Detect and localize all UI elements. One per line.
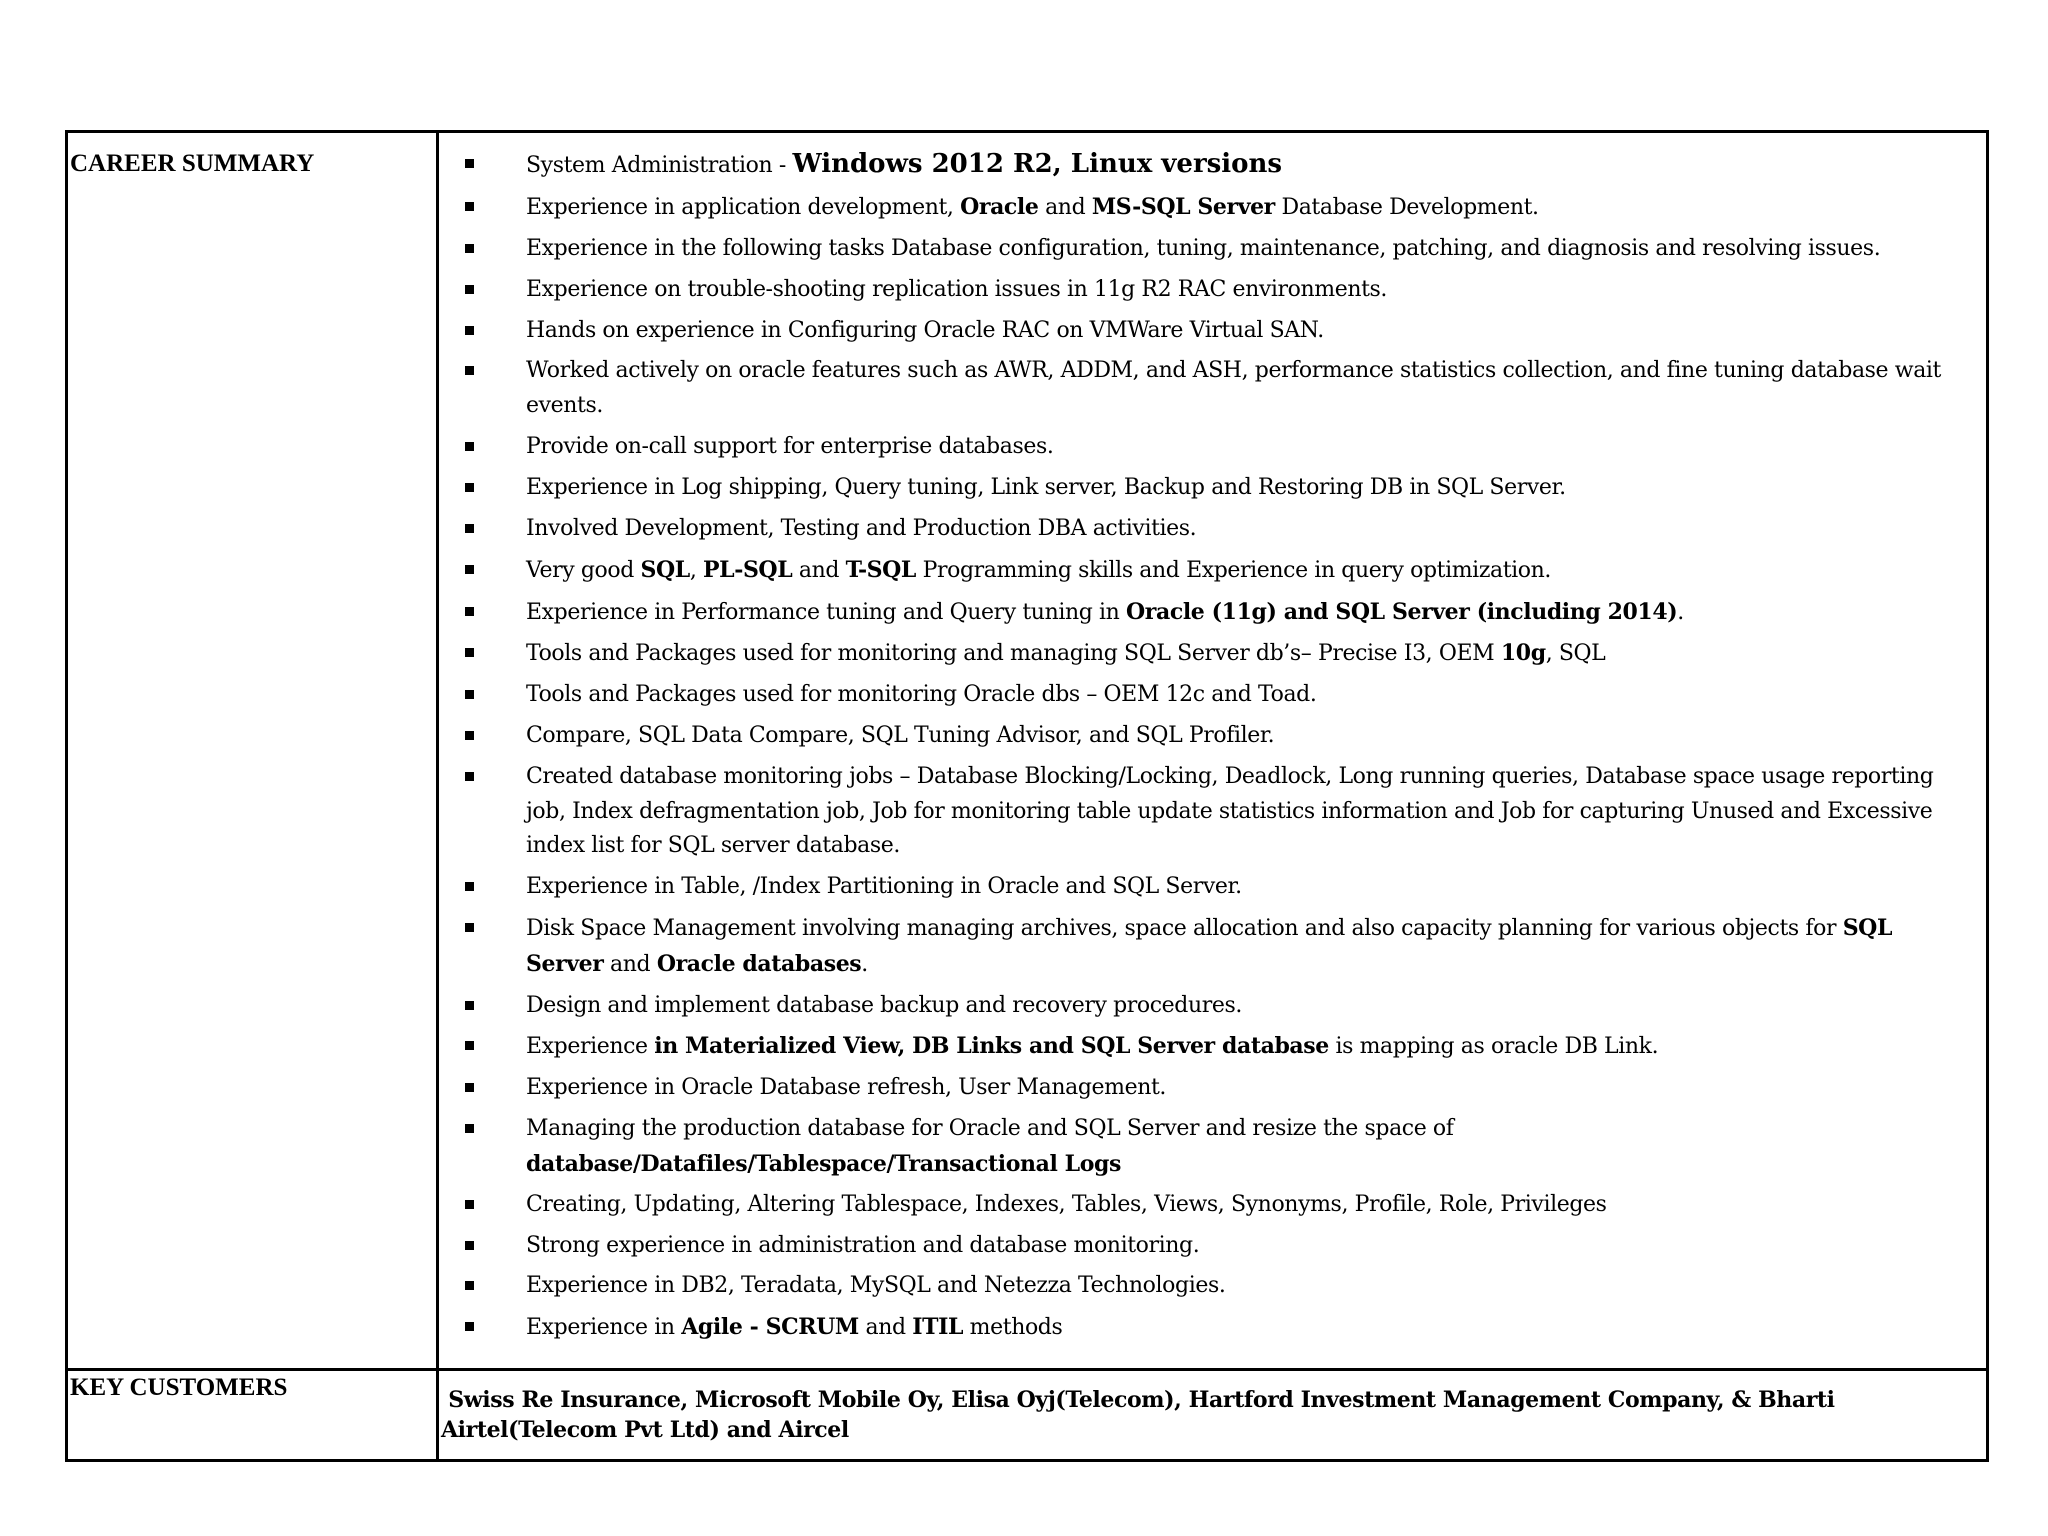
square-bullet-icon	[465, 772, 474, 781]
square-bullet-icon	[465, 882, 474, 891]
square-bullet-icon	[465, 524, 474, 533]
square-bullet-icon	[465, 483, 474, 492]
square-bullet-icon	[465, 1041, 474, 1050]
square-bullet-icon	[465, 648, 474, 657]
summary-text-segment: Worked actively on oracle features such as AWR, ADDM, and ASH, performance statistics collection, and fine tuning database wait events.	[526, 358, 1941, 419]
summary-text-segment: Compare, SQL Data Compare, SQL Tuning Advisor, and SQL Profiler.	[526, 723, 1275, 749]
square-bullet-icon	[465, 159, 474, 168]
summary-list-item	[439, 190, 1966, 226]
summary-text-segment: is mapping as oracle DB Link.	[1328, 1034, 1659, 1060]
square-bullet-icon	[465, 565, 474, 574]
summary-text-segment: SQL	[640, 556, 690, 583]
square-bullet-icon	[465, 326, 474, 335]
career-summary-list	[439, 147, 1966, 1346]
key-customers-line-2: Airtel(Telecom Pvt Ltd) and Aircel	[441, 1417, 849, 1444]
summary-text-segment: Experience in Table, /Index Partitioning in Oracle and SQL Server.	[526, 874, 1242, 900]
summary-list-item	[439, 911, 1966, 982]
summary-list-item	[439, 989, 1966, 1024]
summary-text-segment: T-SQL	[845, 556, 917, 583]
summary-list-item	[439, 232, 1966, 267]
summary-text-segment: , SQL	[1545, 641, 1606, 667]
summary-list-item	[439, 512, 1966, 547]
summary-text-segment: Involved Development, Testing and Production DBA activities.	[526, 515, 1197, 541]
square-bullet-icon	[465, 607, 474, 616]
summary-text-segment: Database Development.	[1274, 194, 1539, 220]
square-bullet-icon	[465, 202, 474, 211]
summary-list-item	[439, 1188, 1966, 1223]
summary-text-segment: ,	[689, 557, 703, 583]
summary-text-segment: Oracle	[960, 193, 1039, 220]
square-bullet-icon	[465, 1124, 474, 1133]
summary-text-segment: Agile - SCRUM	[681, 1314, 859, 1341]
summary-text-segment: Experience in Log shipping, Query tuning, Link server, Backup and Restoring DB in SQL Server.	[526, 474, 1566, 500]
summary-text-segment: database/Datafiles/Tablespace/Transactional Logs	[526, 1150, 1121, 1177]
summary-list-item	[439, 760, 1966, 864]
square-bullet-icon	[465, 1200, 474, 1209]
square-bullet-icon	[465, 690, 474, 699]
summary-list-item	[439, 471, 1966, 506]
summary-text-segment: Experience in Oracle Database refresh, User Management.	[526, 1075, 1167, 1101]
summary-text-segment: and	[603, 951, 657, 977]
summary-text-segment: Tools and Packages used for monitoring and managing SQL Server db’s– Precise I3, OEM	[526, 641, 1501, 667]
square-bullet-icon	[465, 1083, 474, 1092]
summary-text-segment: Design and implement database backup and recovery procedures.	[526, 992, 1242, 1018]
summary-list-item	[439, 553, 1966, 589]
summary-text-segment: Managing the production database for Oracle and SQL Server and resize the space of	[526, 1116, 1454, 1142]
square-bullet-icon	[465, 1001, 474, 1010]
summary-text-segment: Strong experience in administration and database monitoring.	[526, 1232, 1200, 1258]
summary-list-item	[439, 1229, 1966, 1264]
summary-list-item	[439, 1310, 1966, 1346]
summary-text-segment: Experience in DB2, Teradata, MySQL and Netezza Technologies.	[526, 1273, 1226, 1299]
summary-text-segment: Very good	[526, 557, 641, 583]
resume-table	[65, 130, 1989, 1462]
summary-list-item	[439, 870, 1966, 905]
summary-text-segment: Tools and Packages used for monitoring Oracle dbs – OEM 12c and Toad.	[526, 682, 1317, 708]
summary-text-segment: MS-SQL Server	[1091, 193, 1275, 220]
summary-list-item	[439, 1029, 1966, 1065]
square-bullet-icon	[465, 442, 474, 451]
summary-text-segment: Hands on experience in Configuring Oracle RAC on VMWare Virtual SAN.	[526, 317, 1324, 343]
summary-text-segment: Experience in application development,	[526, 194, 961, 220]
summary-list-item	[439, 430, 1966, 465]
summary-list-item	[439, 1071, 1966, 1106]
summary-text-segment: Provide on-call support for enterprise databases.	[526, 433, 1054, 459]
summary-text-segment: .	[1677, 599, 1684, 625]
summary-list-item	[439, 147, 1966, 184]
key-customers-line-1: Swiss Re Insurance, Microsoft Mobile Oy, Elisa Oyj(Telecom), Hartford Investment Management Company, & Bharti	[441, 1387, 1835, 1414]
summary-list-item	[439, 636, 1966, 672]
summary-text-segment: .	[861, 951, 868, 977]
summary-list-item	[439, 719, 1966, 754]
career-summary-label: CAREER SUMMARY	[70, 150, 315, 177]
summary-text-segment: System Administration -	[526, 153, 793, 178]
summary-text-segment: Programming skills and Experience in query optimization.	[916, 557, 1552, 583]
summary-list-item	[439, 354, 1966, 423]
summary-text-segment: ITIL	[912, 1314, 964, 1341]
summary-text-segment: Experience	[526, 1034, 655, 1060]
key-customers-row	[67, 1370, 1988, 1461]
summary-text-segment: Experience on trouble-shooting replication issues in 11g R2 RAC environments.	[526, 276, 1388, 302]
summary-text-segment: Created database monitoring jobs – Database Blocking/Locking, Deadlock, Long running queries, Database space usage reporting job, Index defragmentation job, Job for monitoring table update statistics information and Job for capturing Unused and Excessive index list for SQL server database.	[526, 764, 1934, 859]
summary-list-item	[439, 314, 1966, 349]
summary-list-item	[439, 1269, 1966, 1304]
square-bullet-icon	[465, 366, 474, 375]
key-customers-label: KEY CUSTOMERS	[70, 1374, 288, 1402]
summary-list-item	[439, 1112, 1966, 1181]
square-bullet-icon	[465, 923, 474, 932]
summary-text-segment: Experience in	[526, 1315, 682, 1341]
summary-text-segment: Experience in the following tasks Database configuration, tuning, maintenance, patching, and diagnosis and resolving issues.	[526, 235, 1881, 261]
summary-text-segment: and	[1038, 194, 1092, 220]
summary-text-segment: SQL Server	[526, 915, 1893, 977]
square-bullet-icon	[465, 244, 474, 253]
summary-list-item	[439, 678, 1966, 713]
square-bullet-icon	[465, 1281, 474, 1290]
career-summary-content-cell	[438, 132, 1988, 1370]
career-summary-label-cell	[67, 132, 438, 1370]
summary-list-item	[439, 273, 1966, 308]
key-customers-content-cell	[438, 1370, 1988, 1461]
summary-text-segment: Creating, Updating, Altering Tablespace, Indexes, Tables, Views, Synonyms, Profile, Role, Privileges	[526, 1191, 1607, 1217]
summary-text-segment: Windows 2012 R2, Linux versions	[792, 149, 1283, 179]
square-bullet-icon	[465, 285, 474, 294]
career-summary-row	[67, 132, 1988, 1370]
summary-text-segment: in Materialized View, DB Links and SQL Server database	[654, 1033, 1329, 1060]
summary-text-segment: Experience in Performance tuning and Query tuning in	[526, 599, 1127, 625]
square-bullet-icon	[465, 1241, 474, 1250]
square-bullet-icon	[465, 731, 474, 740]
summary-text-segment: and	[792, 557, 846, 583]
summary-list-item	[439, 595, 1966, 631]
key-customers-label-cell	[67, 1370, 438, 1461]
summary-text-segment: and	[858, 1315, 913, 1341]
square-bullet-icon	[465, 1322, 474, 1331]
summary-text-segment: Disk Space Management involving managing archives, space allocation and also capacity planning for various objects for	[526, 916, 1843, 942]
summary-text-segment: Oracle databases	[656, 950, 862, 977]
summary-text-segment: Oracle (11g) and SQL Server (including 2014)	[1126, 598, 1678, 625]
summary-text-segment: PL-SQL	[703, 556, 793, 583]
summary-text-segment: 10g	[1500, 640, 1546, 667]
summary-text-segment: methods	[963, 1315, 1063, 1341]
